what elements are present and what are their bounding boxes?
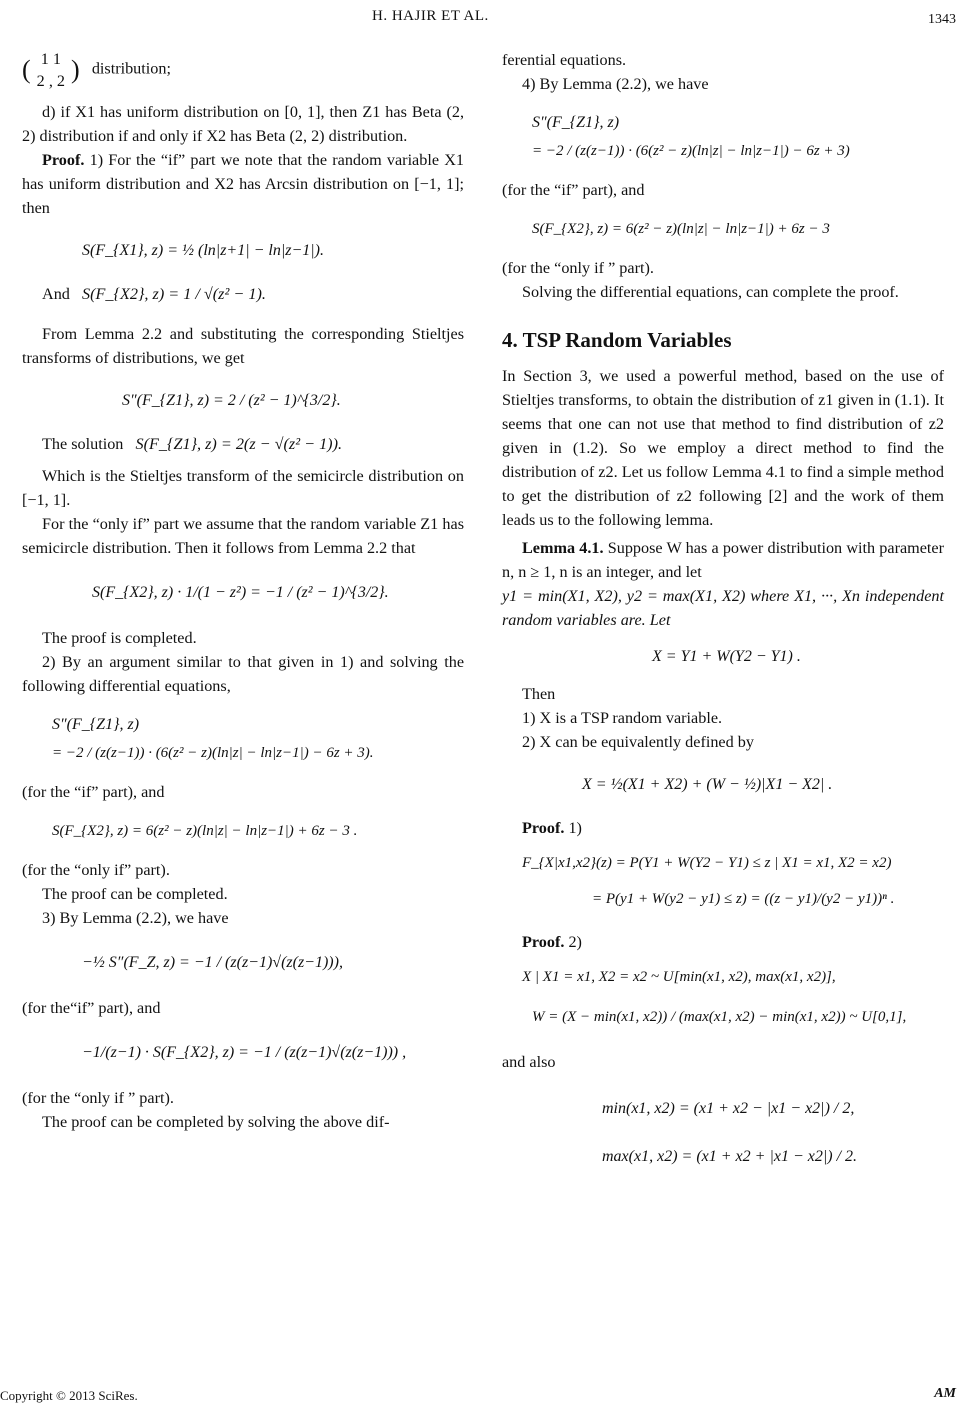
page-number: 1343 xyxy=(928,12,956,27)
proof-label: Proof. xyxy=(522,819,565,837)
proof-label: Proof. xyxy=(42,151,85,169)
paragraph: Which is the Stieltjes transform of the semicircle distribution on [−1, 1]. xyxy=(22,467,464,509)
paragraph: (for the “if” part), and xyxy=(502,181,645,199)
paragraph: In Section 3, we used a powerful method, based on the use of Stieltjes transforms, to obtain the distribution of z1 given in (1.1). It seems that one can not use that method to find distribution of z2 given in (1.2). So we employ a direct method to find the distribution of z2. Let us follow Lemma 4.1 to find a simple method to get the distribution of z2 following [2] and the work of them leads us to the following lemma. xyxy=(502,367,944,529)
paragraph: (for the “only if” part). xyxy=(22,861,170,879)
equation: W = (X − min(x1, x2)) / (max(x1, x2) − min(x1, x2)) ~ U[0,1], xyxy=(532,1009,907,1025)
paragraph-text: distribution; xyxy=(91,59,171,78)
running-head: H. HAJIR ET AL. xyxy=(372,8,489,24)
paragraph xyxy=(502,816,944,840)
paragraph xyxy=(502,536,944,584)
frac-bottom: 2 , 2 xyxy=(36,72,65,90)
and-label: And xyxy=(42,285,70,303)
proof-number: 2) xyxy=(564,933,582,951)
equation: min(x1, x2) = (x1 + x2 − |x1 − x2|) / 2, xyxy=(602,1100,855,1117)
paragraph: (for the“if” part), and xyxy=(22,999,161,1017)
equation: S″(F_{Z1}, z) = 2 / (z² − 1)^{3/2}. xyxy=(122,392,341,409)
equation: X = ½(X1 + X2) + (W − ½)|X1 − X2| . xyxy=(582,776,833,793)
journal-abbrev: AM xyxy=(934,1386,956,1401)
paragraph xyxy=(22,282,464,306)
paragraph: and also xyxy=(502,1053,556,1071)
paragraph: 4) By Lemma (2.2), we have xyxy=(522,75,709,93)
paragraph-text: Suppose W has a power distribution with parameter n, n ≥ 1, n is an integer, and let xyxy=(502,539,944,581)
left-column xyxy=(22,48,464,1134)
distribution-line: ( 1 1 2 , 2 ) distribution; xyxy=(22,50,171,90)
copyright: Copyright © 2013 SciRes. xyxy=(0,1388,138,1403)
paragraph: For the “only if” part we assume that the random variable Z1 has semicircle distribution. Then it follows from Lemma 2.2 that xyxy=(22,515,464,557)
paragraph: (for the “only if ” part). xyxy=(502,259,654,277)
frac-top: 1 1 xyxy=(40,50,61,68)
equation: X | X1 = x1, X2 = x2 ~ U[min(x1, x2), max(x1, x2)], xyxy=(522,969,836,985)
equation: S(F_{X2}, z) = 6(z² − z)(ln|z| − ln|z−1|) + 6z − 3 xyxy=(532,221,830,237)
paragraph: ferential equations. xyxy=(502,51,627,69)
paragraph: 2) X can be equivalently defined by xyxy=(522,733,754,751)
equation: S(F_{X1}, z) = ½ (ln|z+1| − ln|z−1|). xyxy=(82,242,325,259)
equation: = −2 / (z(z−1)) · (6(z² − z)(ln|z| − ln|z−1|) − 6z + 3) xyxy=(532,143,850,159)
equation: max(x1, x2) = (x1 + x2 + |x1 − x2|) / 2. xyxy=(602,1148,858,1165)
paragraph xyxy=(22,432,464,456)
paragraph: (for the “only if ” part). xyxy=(22,1089,174,1107)
equation: F_{X|x1,x2}(z) = P(Y1 + W(Y2 − Y1) ≤ z | X1 = x1, X2 = x2) xyxy=(522,855,892,871)
proof-number: 1) xyxy=(564,819,582,837)
paragraph: (for the “if” part), and xyxy=(22,783,165,801)
equation: = P(y1 + W(y2 − y1) ≤ z) = ((z − y1)/(y2 − y1))ⁿ . xyxy=(592,891,895,907)
equation: X = Y1 + W(Y2 − Y1) . xyxy=(652,648,801,665)
paragraph xyxy=(22,148,464,220)
paragraph: d) if X1 has uniform distribution on [0, 1], then Z1 has Beta (2, 2) distribution if and only if X2 has Beta (2, 2) distribution. xyxy=(22,103,464,145)
paragraph: 2) By an argument similar to that given in 1) and solving the following differential equations, xyxy=(22,653,464,695)
paragraph: The proof is completed. xyxy=(42,629,197,647)
equation: = −2 / (z(z−1)) · (6(z² − z)(ln|z| − ln|z−1|) − 6z + 3). xyxy=(52,745,374,761)
paragraph: 3) By Lemma (2.2), we have xyxy=(42,909,229,927)
paragraph: The proof can be completed by solving the above dif- xyxy=(42,1113,390,1131)
equation: S(F_{Z1}, z) = 2(z − √(z² − 1)). xyxy=(135,435,343,453)
paragraph: 1) X is a TSP random variable. xyxy=(522,709,723,727)
equation: S(F_{X2}, z) · 1/(1 − z²) = −1 / (z² − 1)^{3/2}. xyxy=(92,584,389,601)
section-title: 4. TSP Random Variables xyxy=(502,328,732,352)
paragraph: From Lemma 2.2 and substituting the corresponding Stieltjes transforms of distributions, we get xyxy=(22,325,464,367)
paragraph: Then xyxy=(522,685,556,703)
paragraph: Solving the differential equations, can complete the proof. xyxy=(522,283,899,301)
right-column xyxy=(502,48,944,1180)
solution-label: The solution xyxy=(42,435,124,453)
equation: −½ S″(F_Z, z) = −1 / (z(z−1)√(z(z−1))), xyxy=(82,954,343,971)
page-header xyxy=(0,6,966,30)
equation: S″(F_{Z1}, z) xyxy=(52,716,140,733)
proof-label: Proof. xyxy=(522,933,565,951)
paragraph-text: 1) For the “if” part we note that the random variable X1 has uniform distribution and X2 has Arcsin distribution on [−1, 1]; then xyxy=(22,151,464,217)
lemma-label: Lemma 4.1. xyxy=(522,539,604,557)
equation: S(F_{X2}, z) = 6(z² − z)(ln|z| − ln|z−1|) + 6z − 3 . xyxy=(52,823,358,839)
equation: S″(F_{Z1}, z) xyxy=(532,114,620,131)
page-footer xyxy=(0,1386,966,1408)
paragraph: The proof can be completed. xyxy=(42,885,228,903)
paragraph xyxy=(502,930,944,954)
equation: S(F_{X2}, z) = 1 / √(z² − 1). xyxy=(82,285,266,303)
paragraph: y1 = min(X1, X2), y2 = max(X1, X2) where X1, ···, Xn independent random variables are. Let xyxy=(502,587,944,629)
equation: −1/(z−1) · S(F_{X2}, z) = −1 / (z(z−1)√(z(z−1))) , xyxy=(82,1044,407,1061)
